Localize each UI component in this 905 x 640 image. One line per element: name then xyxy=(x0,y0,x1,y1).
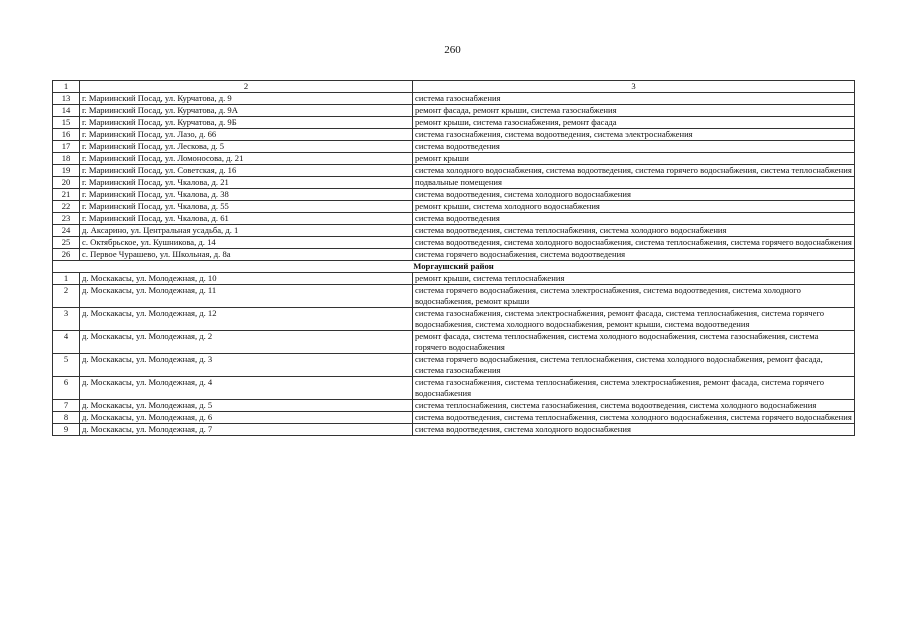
row-number: 24 xyxy=(53,225,80,237)
row-number: 3 xyxy=(53,308,80,331)
row-number: 26 xyxy=(53,249,80,261)
row-works: система горячего водоснабжения, система водоотведения xyxy=(413,249,855,261)
row-address: с. Октябрьское, ул. Кушникова, д. 14 xyxy=(80,237,413,249)
table-row xyxy=(53,129,855,141)
row-address: г. Мариинский Посад, ул. Курчатова, д. 9 xyxy=(80,93,413,105)
table-row xyxy=(53,201,855,213)
row-number: 2 xyxy=(53,285,80,308)
row-works: система водоотведения, система теплоснабжения, система холодного водоснабжения, система горячего водоснабжения xyxy=(413,412,855,424)
row-number: 23 xyxy=(53,213,80,225)
row-address: г. Мариинский Посад, ул. Чкалова, д. 21 xyxy=(80,177,413,189)
row-works: система холодного водоснабжения, система водоотведения, система горячего водоснабжения, система теплоснабжения xyxy=(413,165,855,177)
row-number: 6 xyxy=(53,377,80,400)
row-number: 13 xyxy=(53,93,80,105)
row-number: 1 xyxy=(53,273,80,285)
table-row xyxy=(53,213,855,225)
row-number: 5 xyxy=(53,354,80,377)
table-row xyxy=(53,177,855,189)
table-row xyxy=(53,308,855,331)
table-row xyxy=(53,412,855,424)
row-number: 25 xyxy=(53,237,80,249)
table-row xyxy=(53,285,855,308)
row-works: ремонт крыши xyxy=(413,153,855,165)
row-works: система газоснабжения, система электроснабжения, ремонт фасада, система теплоснабжения, система горячего водоснабжения, система холодного водоснабжения, ремонт крыши, система водоотведения xyxy=(413,308,855,331)
row-number: 19 xyxy=(53,165,80,177)
table-row xyxy=(53,225,855,237)
row-address: д. Москакасы, ул. Молодежная, д. 12 xyxy=(80,308,413,331)
row-works: ремонт фасада, ремонт крыши, система газоснабжения xyxy=(413,105,855,117)
table-row xyxy=(53,400,855,412)
row-address: г. Мариинский Посад, ул. Лазо, д. 66 xyxy=(80,129,413,141)
table-row xyxy=(53,354,855,377)
row-works: система водоотведения xyxy=(413,141,855,153)
row-address: д. Москакасы, ул. Молодежная, д. 11 xyxy=(80,285,413,308)
section-row xyxy=(53,261,855,273)
table-row xyxy=(53,153,855,165)
section-title: Моргаушский район xyxy=(53,261,855,273)
table-row xyxy=(53,93,855,105)
table-row xyxy=(53,237,855,249)
table-row xyxy=(53,377,855,400)
row-works: система газоснабжения, система теплоснабжения, система электроснабжения, ремонт фасада, система горячего водоснабжения xyxy=(413,377,855,400)
row-works: система горячего водоснабжения, система электроснабжения, система водоотведения, система холодного водоснабжения, ремонт крыши xyxy=(413,285,855,308)
row-works: ремонт крыши, система теплоснабжения xyxy=(413,273,855,285)
row-address: д. Аксарино, ул. Центральная усадьба, д. 1 xyxy=(80,225,413,237)
page-number: 260 xyxy=(444,44,461,56)
row-address: д. Москакасы, ул. Молодежная, д. 2 xyxy=(80,331,413,354)
row-number: 21 xyxy=(53,189,80,201)
row-address: г. Мариинский Посад, ул. Чкалова, д. 38 xyxy=(80,189,413,201)
table-body xyxy=(53,81,855,436)
row-works: ремонт крыши, система холодного водоснабжения xyxy=(413,201,855,213)
repair-program-table xyxy=(52,80,855,436)
row-number: 14 xyxy=(53,105,80,117)
row-works: система горячего водоснабжения, система теплоснабжения, система холодного водоснабжения, ремонт фасада, система газоснабжения xyxy=(413,354,855,377)
row-works: подвальные помещения xyxy=(413,177,855,189)
row-works: ремонт крыши, система газоснабжения, ремонт фасада xyxy=(413,117,855,129)
table-header-row xyxy=(53,81,855,93)
row-address: г. Мариинский Посад, ул. Чкалова, д. 61 xyxy=(80,213,413,225)
row-number: 22 xyxy=(53,201,80,213)
row-works: система водоотведения, система холодного водоснабжения xyxy=(413,424,855,436)
row-works: система водоотведения xyxy=(413,213,855,225)
row-address: г. Мариинский Посад, ул. Чкалова, д. 55 xyxy=(80,201,413,213)
row-number: 20 xyxy=(53,177,80,189)
row-address: с. Первое Чурашево, ул. Школьная, д. 8а xyxy=(80,249,413,261)
table-row xyxy=(53,105,855,117)
column-header-number: 1 xyxy=(53,81,80,93)
row-works: система газоснабжения xyxy=(413,93,855,105)
row-address: г. Мариинский Посад, ул. Советская, д. 16 xyxy=(80,165,413,177)
table-row xyxy=(53,189,855,201)
row-address: г. Мариинский Посад, ул. Лескова, д. 5 xyxy=(80,141,413,153)
table-row xyxy=(53,331,855,354)
row-number: 8 xyxy=(53,412,80,424)
row-works: система водоотведения, система теплоснабжения, система холодного водоснабжения xyxy=(413,225,855,237)
row-address: г. Мариинский Посад, ул. Ломоносова, д. 21 xyxy=(80,153,413,165)
table-row xyxy=(53,273,855,285)
row-number: 7 xyxy=(53,400,80,412)
table-row xyxy=(53,141,855,153)
row-address: д. Москакасы, ул. Молодежная, д. 3 xyxy=(80,354,413,377)
column-header-address: 2 xyxy=(80,81,413,93)
row-address: д. Москакасы, ул. Молодежная, д. 7 xyxy=(80,424,413,436)
row-address: д. Москакасы, ул. Молодежная, д. 10 xyxy=(80,273,413,285)
row-address: д. Москакасы, ул. Молодежная, д. 5 xyxy=(80,400,413,412)
row-number: 9 xyxy=(53,424,80,436)
row-works: система теплоснабжения, система газоснабжения, система водоотведения, система холодного водоснабжения xyxy=(413,400,855,412)
table-row xyxy=(53,117,855,129)
row-number: 15 xyxy=(53,117,80,129)
row-number: 4 xyxy=(53,331,80,354)
table-row xyxy=(53,424,855,436)
table-row xyxy=(53,165,855,177)
row-works: система водоотведения, система холодного водоснабжения, система теплоснабжения, система горячего водоснабжения xyxy=(413,237,855,249)
row-address: г. Мариинский Посад, ул. Курчатова, д. 9А xyxy=(80,105,413,117)
row-works: ремонт фасада, система теплоснабжения, система холодного водоснабжения, система газоснабжения, система горячего водоснабжения xyxy=(413,331,855,354)
row-address: д. Москакасы, ул. Молодежная, д. 6 xyxy=(80,412,413,424)
table-row xyxy=(53,249,855,261)
row-works: система водоотведения, система холодного водоснабжения xyxy=(413,189,855,201)
row-address: г. Мариинский Посад, ул. Курчатова, д. 9Б xyxy=(80,117,413,129)
column-header-works: 3 xyxy=(413,81,855,93)
row-address: д. Москакасы, ул. Молодежная, д. 4 xyxy=(80,377,413,400)
row-works: система газоснабжения, система водоотведения, система электроснабжения xyxy=(413,129,855,141)
row-number: 16 xyxy=(53,129,80,141)
row-number: 18 xyxy=(53,153,80,165)
row-number: 17 xyxy=(53,141,80,153)
